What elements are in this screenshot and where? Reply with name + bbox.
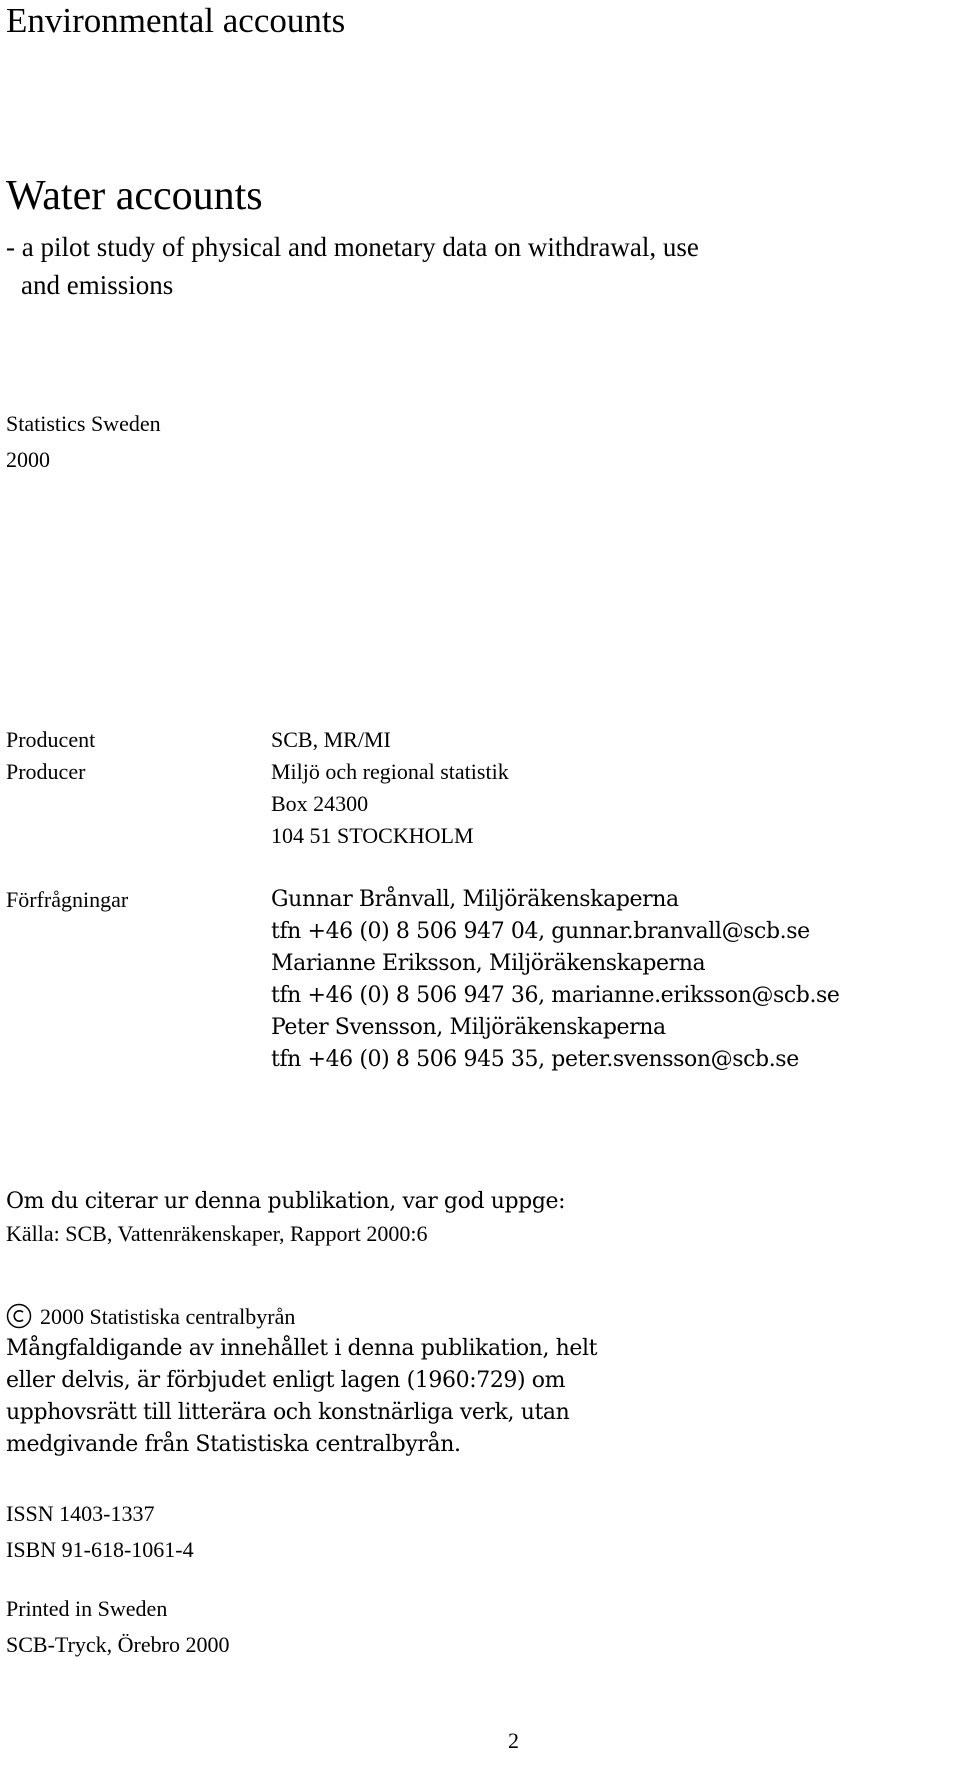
subtitle-line-2: and emissions <box>21 270 174 300</box>
producer-label-en: Producer <box>6 759 86 784</box>
series-title: Environmental accounts <box>6 1 346 40</box>
isbn: ISBN 91-618-1061-4 <box>6 1537 194 1562</box>
enquiries-label <box>6 884 128 916</box>
citation-block <box>6 1186 565 1250</box>
publication-year: 2000 <box>6 447 50 472</box>
organisation-block <box>6 406 161 478</box>
producer-label-sv: Producent <box>6 727 96 752</box>
producer-line: Box 24300 <box>271 791 369 816</box>
contact-details: tfn +46 (0) 8 506 947 36, marianne.eriksson@scb.se <box>271 983 840 1008</box>
organisation-name: Statistics Sweden <box>6 411 161 436</box>
printer: SCB-Tryck, Örebro 2000 <box>6 1632 230 1657</box>
contact-details: tfn +46 (0) 8 506 947 04, gunnar.branvall@scb.se <box>271 919 810 944</box>
producer-line: SCB, MR/MI <box>271 727 391 752</box>
contact-name: Marianne Eriksson, Miljöräkenskaperna <box>271 951 706 976</box>
enquiries-contacts <box>271 884 840 1076</box>
enquiries-label-text: Förfrågningar <box>6 887 129 912</box>
copyright-notice-line: medgivande från Statistiska centralbyrån. <box>6 1432 461 1457</box>
printing-block <box>6 1591 229 1663</box>
copyright-block <box>6 1301 597 1461</box>
copyright-line <box>6 1301 597 1333</box>
copyright-icon <box>6 1303 32 1329</box>
producer-line: Miljö och regional statistik <box>271 759 509 784</box>
subtitle-line-1: - a pilot study of physical and monetary data on withdrawal, use <box>6 232 699 262</box>
contact-name: Peter Svensson, Miljöräkenskaperna <box>271 1015 666 1040</box>
contact-name: Gunnar Brånvall, Miljöräkenskaperna <box>271 887 679 912</box>
copyright-holder: 2000 Statistiska centralbyrån <box>40 1304 296 1329</box>
page-number: 2 <box>508 1728 519 1753</box>
producer-line: 104 51 STOCKHOLM <box>271 823 474 848</box>
printed-in: Printed in Sweden <box>6 1596 168 1621</box>
citation-intro: Om du citerar ur denna publikation, var god uppge: <box>6 1189 566 1214</box>
producer-labels <box>6 724 95 788</box>
copyright-notice-line: upphovsrätt till litterära och konstnärliga verk, utan <box>6 1400 570 1425</box>
copyright-notice-line: eller delvis, är förbjudet enligt lagen (1960:729) om <box>6 1368 566 1393</box>
citation-source: Källa: SCB, Vattenräkenskaper, Rapport 2000:6 <box>6 1221 428 1246</box>
producer-address <box>271 724 509 852</box>
copyright-notice-line: Mångfaldigande av innehållet i denna publikation, helt <box>6 1336 598 1361</box>
document-title: Water accounts <box>6 173 263 219</box>
contact-details: tfn +46 (0) 8 506 945 35, peter.svensson@scb.se <box>271 1047 799 1072</box>
issn: ISSN 1403-1337 <box>6 1501 155 1526</box>
document-subtitle <box>6 228 956 304</box>
identifiers-block <box>6 1496 194 1568</box>
